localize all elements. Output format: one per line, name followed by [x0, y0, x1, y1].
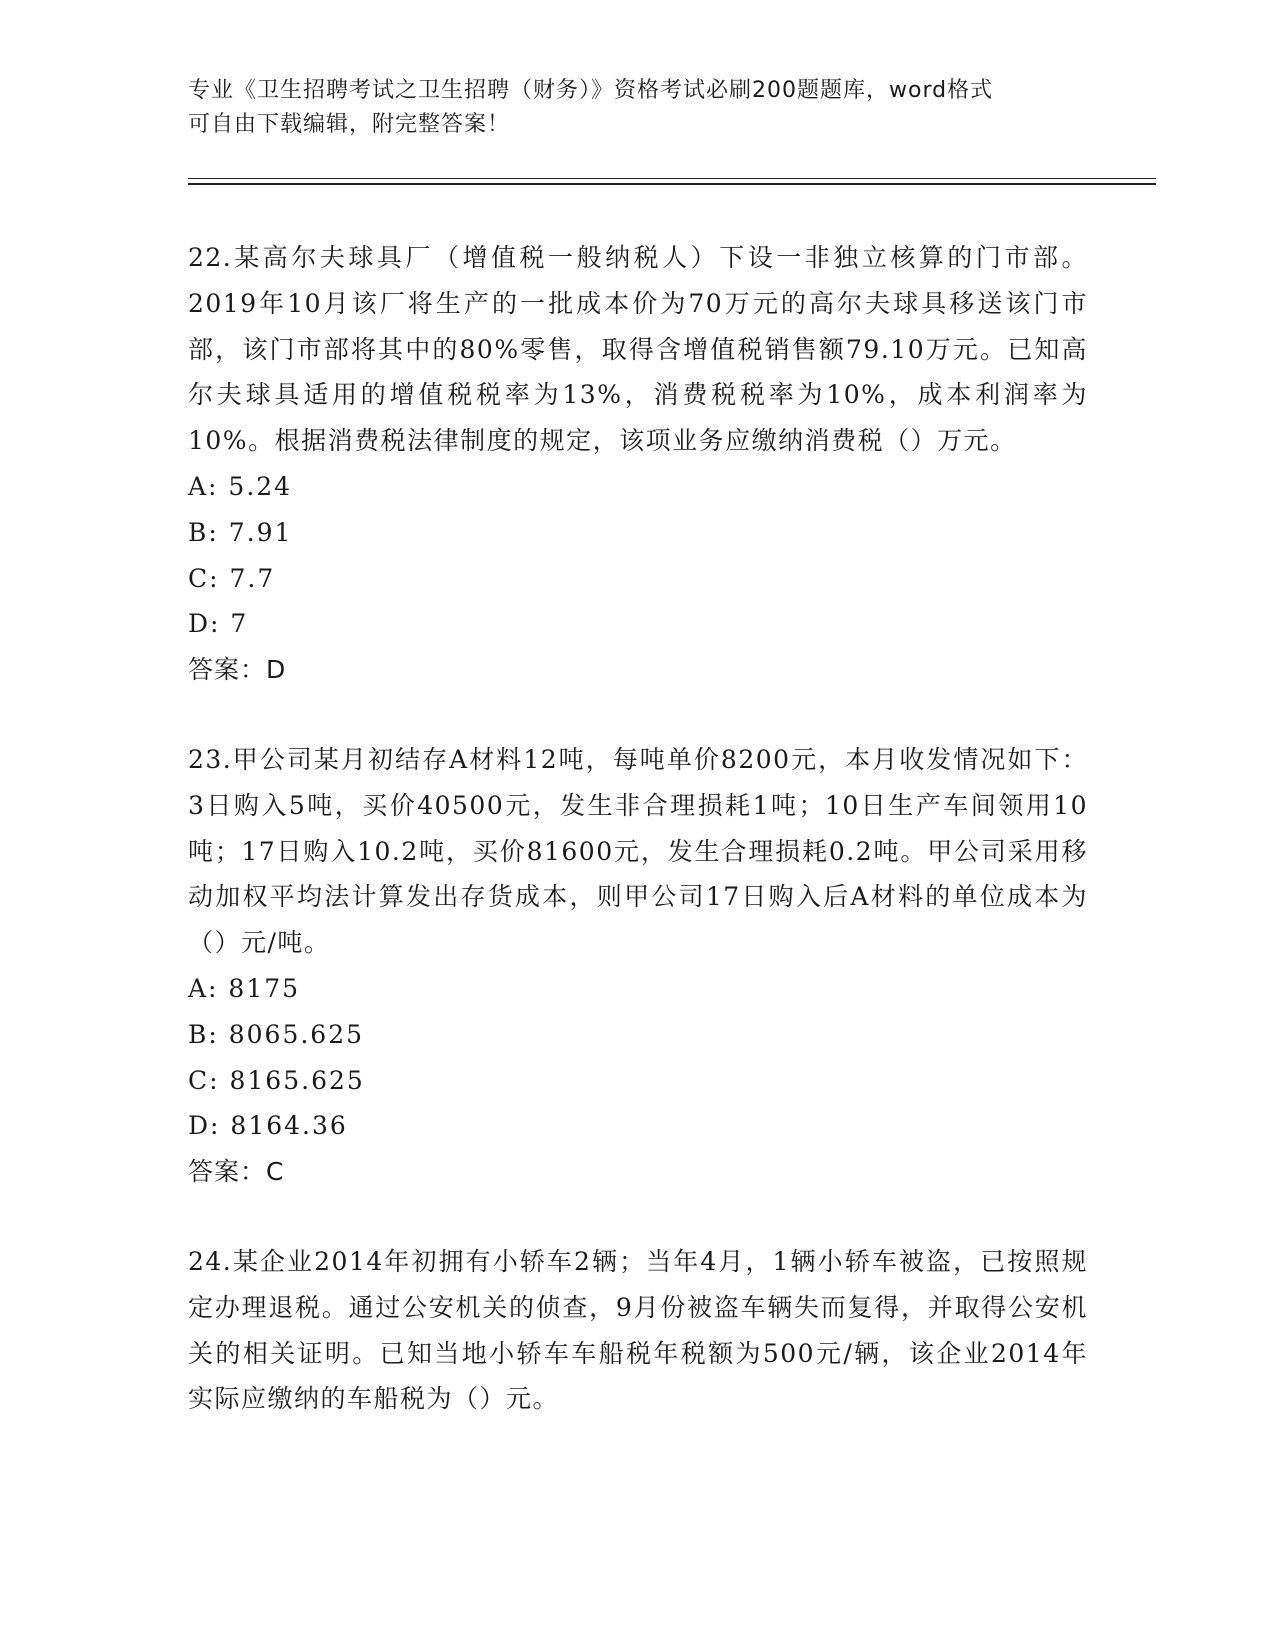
- document-header: [188, 74, 1088, 142]
- question-list: [188, 235, 1088, 1466]
- header-line-2: 可自由下载编辑，附完整答案！: [188, 112, 511, 137]
- option-d: D: 8164.36: [188, 1111, 348, 1141]
- header-divider-top: [188, 178, 1156, 179]
- answer-line: 答案：D: [188, 655, 287, 685]
- question-22: [188, 235, 1088, 693]
- answer-line: 答案：C: [188, 1157, 285, 1187]
- question-stem: 23.甲公司某月初结存A材料12吨，每吨单价8200元，本月收发情况如下：3日购入5吨，买价40500元，发生非合理损耗1吨；10日生产车间领用10吨；17日购入10.2吨，买价81600元，发生合理损耗0.2吨。甲公司采用移动加权平均法计算发出存货成本，则甲公司17日购入后A材料的单位成本为（）元/吨。: [188, 744, 1088, 958]
- option-b: B: 7.91: [188, 517, 293, 547]
- header-divider-bottom: [188, 183, 1156, 185]
- option-a: A: 8175: [188, 973, 301, 1003]
- question-stem: 24.某企业2014年初拥有小轿车2辆；当年4月，1辆小轿车被盗，已按照规定办理退税。通过公安机关的侦查，9月份被盗车辆失而复得，并取得公安机关的相关证明。已知当地小轿车车船税年税额为500元/辆，该企业2014年实际应缴纳的车船税为（）元。: [188, 1246, 1088, 1414]
- question-23: [188, 737, 1088, 1195]
- option-d: D: 7: [188, 609, 249, 639]
- option-c: C: 8165.625: [188, 1065, 365, 1095]
- option-b: B: 8065.625: [188, 1019, 365, 1049]
- option-c: C: 7.7: [188, 563, 276, 593]
- question-24: [188, 1239, 1088, 1422]
- header-line-1: 专业《卫生招聘考试之卫生招聘（财务）》资格考试必刷200题题库，word格式: [188, 78, 994, 103]
- option-a: A: 5.24: [188, 471, 293, 501]
- question-stem: 22.某高尔夫球具厂（增值税一般纳税人）下设一非独立核算的门市部。2019年10月该厂将生产的一批成本价为70万元的高尔夫球具移送该门市部，该门市部将其中的80%零售，取得含增值税销售额79.10万元。已知高尔夫球具适用的增值税税率为13%，消费税税率为10%，成本利润率为10%。根据消费税法律制度的规定，该项业务应缴纳消费税（）万元。: [188, 243, 1088, 456]
